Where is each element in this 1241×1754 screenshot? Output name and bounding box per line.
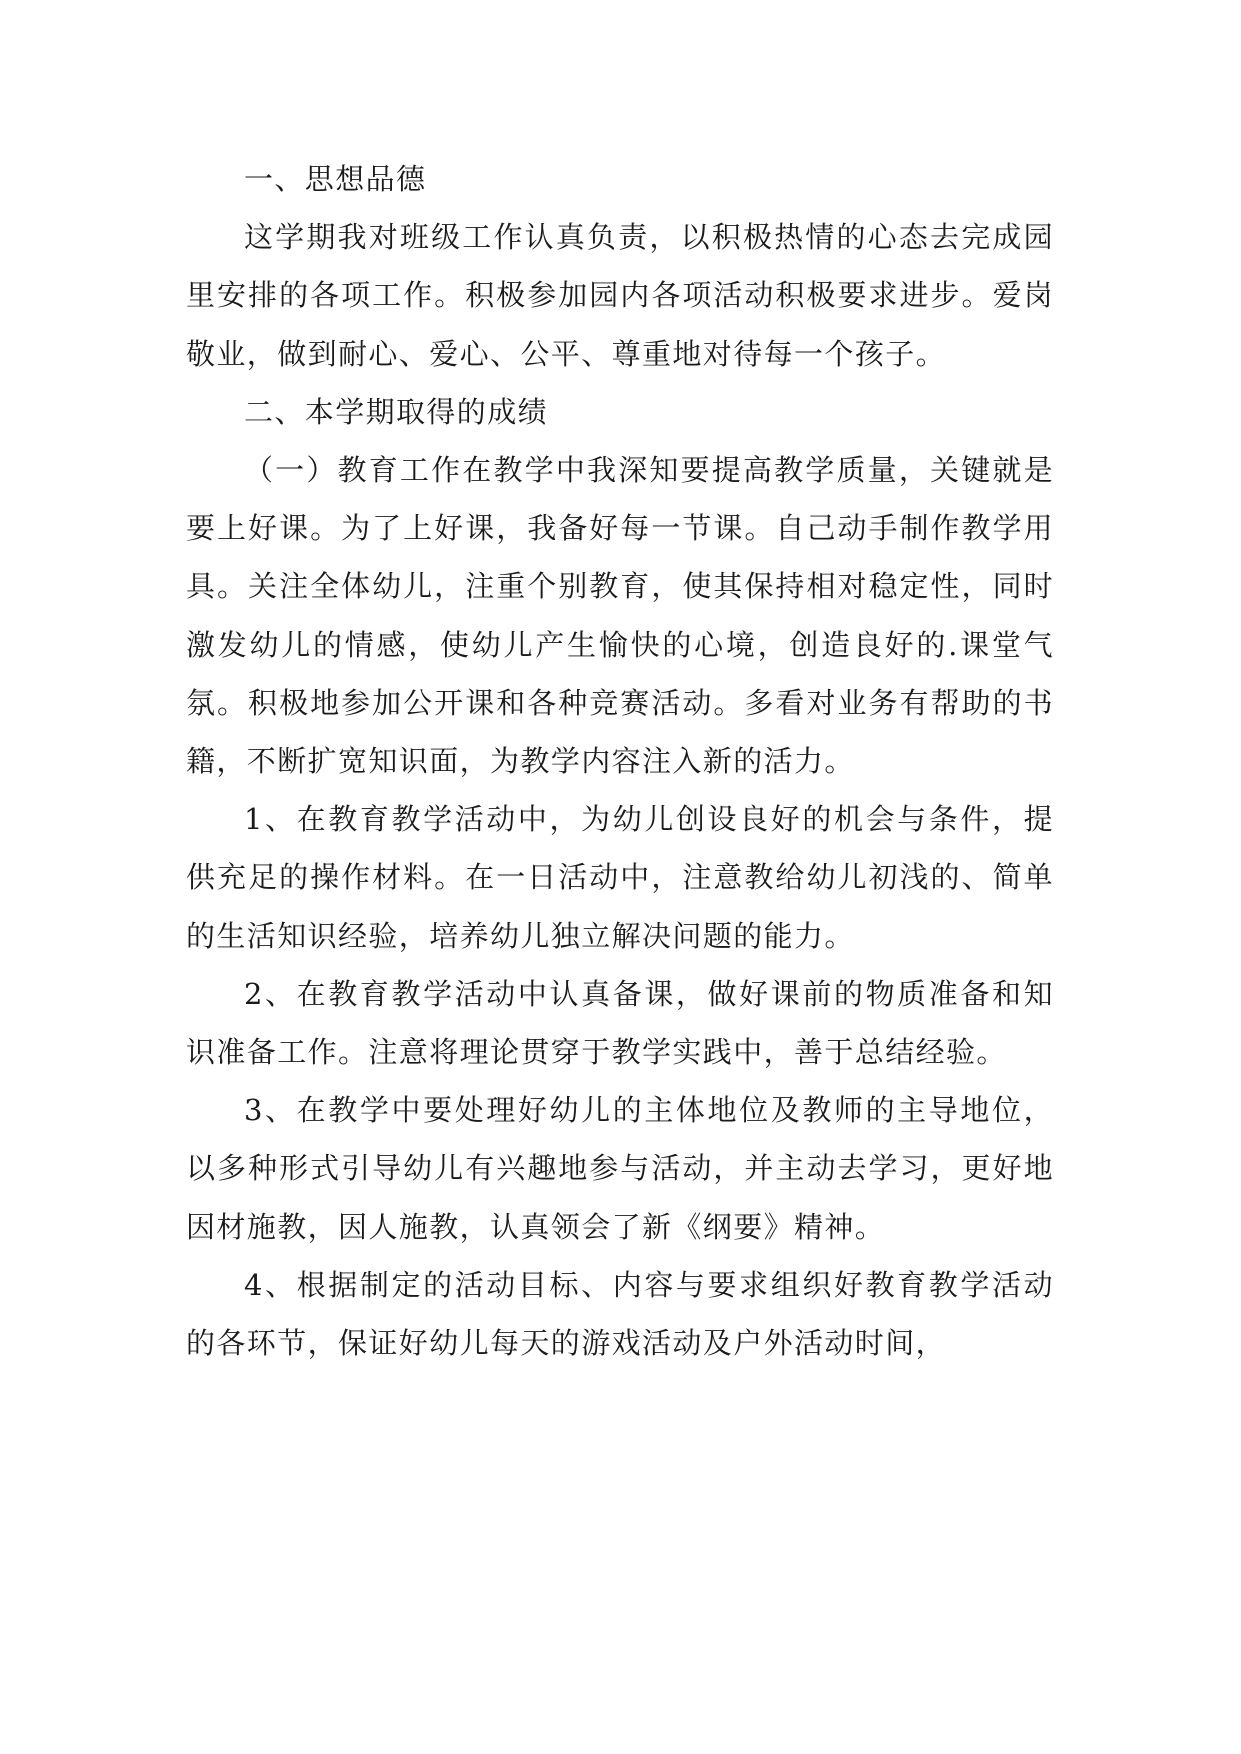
paragraph-item-1: 1、在教育教学活动中，为幼儿创设良好的机会与条件，提供充足的操作材料。在一日活动中，注意教给幼儿初浅的、简单的生活知识经验，培养幼儿独立解决问题的能力。 — [186, 802, 1054, 953]
paragraph-ideology: 这学期我对班级工作认真负责，以积极热情的心态去完成园里安排的各项工作。积极参加园内各项活动积极要求进步。爱岗敬业，做到耐心、爱心、公平、尊重地对待每一个孩子。 — [186, 220, 1054, 371]
section-heading-ideology: 一、思想品德 — [244, 162, 427, 196]
paragraph-item-3: 3、在教学中要处理好幼儿的主体地位及教师的主导地位，以多种形式引导幼儿有兴趣地参与活动，并主动去学习，更好地因材施教，因人施教，认真领会了新《纲要》精神。 — [186, 1093, 1054, 1244]
section-heading-achievements: 二、本学期取得的成绩 — [244, 394, 549, 429]
paragraph-item-4: 4、根据制定的活动目标、内容与要求组织好教育教学活动的各环节，保证好幼儿每天的游戏活动及户外活动时间， — [186, 1267, 1054, 1361]
document-body — [186, 150, 1054, 1372]
paragraph-education-work: （一）教育工作在教学中我深知要提高教学质量，关键就是要上好课。为了上好课，我备好每一节课。自己动手制作教学用具。关注全体幼儿，注重个别教育，使其保持相对稳定性，同时激发幼儿的情感，使幼儿产生愉快的心境，创造良好的.课堂气氛。积极地参加公开课和各种竞赛活动。多看对业务有帮助的书籍，不断扩宽知识面，为教学内容注入新的活力。 — [186, 453, 1054, 779]
paragraph-item-2: 2、在教育教学活动中认真备课，做好课前的物质准备和知识准备工作。注意将理论贯穿于教学实践中，善于总结经验。 — [186, 976, 1054, 1070]
